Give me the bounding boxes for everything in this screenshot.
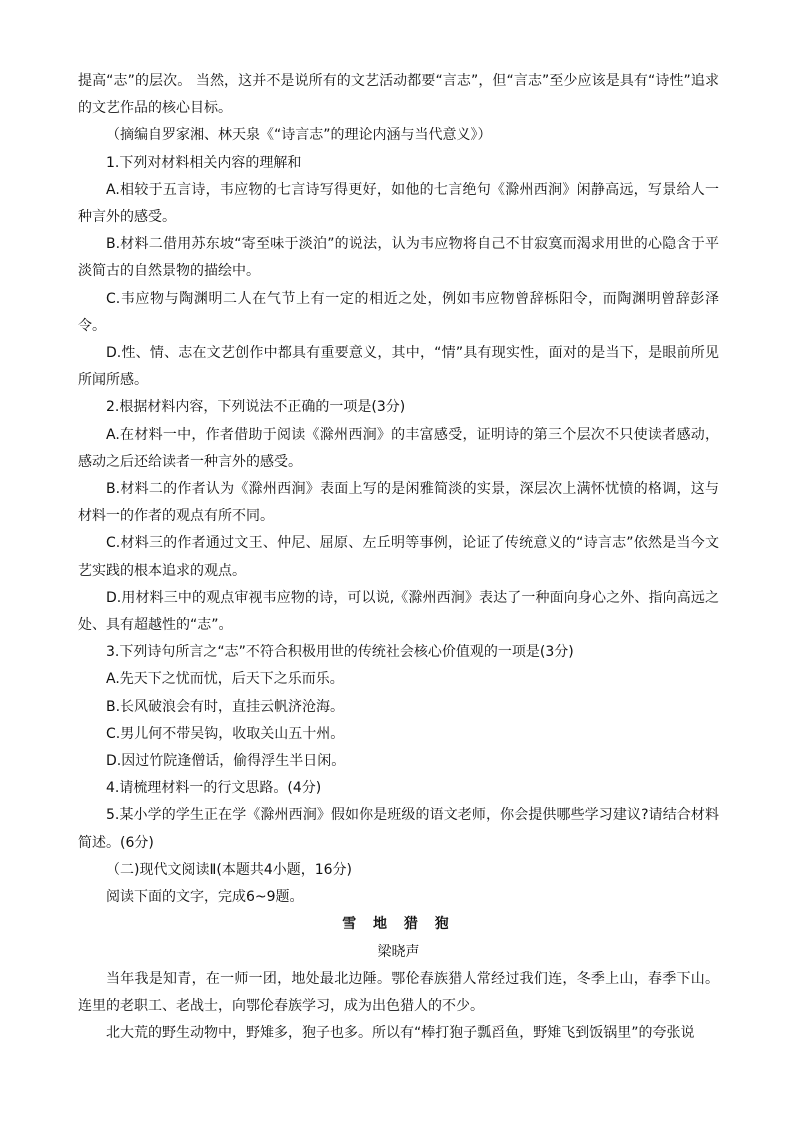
reading-instruction: 阅读下面的文字，完成6~9题。 — [106, 889, 304, 906]
question-3-option-d: D.因过竹院逢僧话，偷得浮生半日闲。 — [106, 753, 346, 770]
question-1-option-c: C.韦应物与陶渊明二人在气节上有一定的相近之处，例如韦应物曾辞栎阳令，而陶渊明曾辞彭泽令。 — [78, 290, 719, 334]
question-2-option-b: B.材料二的作者认为《滁州西涧》表面上写的是闲雅简淡的实景，深层次上满怀忧愤的格调，这与材料一的作者的观点有所不同。 — [78, 481, 719, 525]
question-1-option-b: B.材料二借用苏东坡“寄至味于淡泊”的说法，认为韦应物将自己不甘寂寞而渴求用世的心隐含于平淡简古的自然景物的描绘中。 — [78, 236, 719, 280]
question-4: 4.请梳理材料一的行文思路。(4分) — [106, 780, 322, 797]
question-2: 2.根据材料内容，下列说法不正确的一项是(3分) — [106, 399, 406, 416]
story-paragraph: 当年我是知青，在一师一团，地处最北边陲。鄂伦春族猎人常经过我们连，冬季上山，春季下山。连里的老职工、老战士，向鄂伦春族学习，成为出色猎人的不少。 — [78, 970, 719, 1014]
story-paragraph: 北大荒的野生动物中，野雉多，狍子也多。所以有“棒打狍子瓢舀鱼，野雉飞到饭锅里”的夸张说 — [106, 1025, 695, 1042]
section-heading: （二)现代文阅读Ⅱ(本题共4小题，16分) — [106, 861, 352, 878]
question-1-option-d: D.性、情、志在文艺创作中都具有重要意义，其中，“情”具有现实性，面对的是当下，是眼前所见所闻所感。 — [78, 345, 719, 389]
question-1: 1.下列对材料相关内容的理解和 — [106, 154, 302, 171]
question-3-option-c: C.男儿何不带吴钩，收取关山五十州。 — [106, 725, 345, 742]
question-3-option-a: A.先天下之忧而忧，后天下之乐而乐。 — [106, 671, 344, 688]
story-title: 雪 地 猎 狍 — [342, 916, 455, 933]
story-author: 梁晓声 — [377, 943, 420, 960]
question-5: 5.某小学的学生正在学《滁州西涧》假如你是班级的语文老师，你会提供哪些学习建议?请结合材料简述。(6分) — [78, 807, 719, 851]
document-page — [78, 68, 719, 1047]
question-2-option-d: D.用材料三中的观点审视韦应物的诗，可以说,《滁州西涧》表达了一种面向身心之外、指向高远之处、具有超越性的“志”。 — [78, 589, 719, 634]
question-3: 3.下列诗句所言之“志”不符合积极用世的传统社会核心价值观的一项是(3分) — [106, 644, 574, 661]
question-2-option-c: C.材料三的作者通过文王、仲尼、屈原、左丘明等事例，论证了传统意义的“诗言志”依然是当今文艺实践的根本追求的观点。 — [78, 535, 719, 579]
question-1-option-a: A.相较于五言诗，韦应物的七言诗写得更好，如他的七言绝句《滁州西涧》闲静高远，写景给人一种言外的感受。 — [78, 181, 719, 226]
question-3-option-b: B.长风破浪会有时，直挂云帆济沧海。 — [106, 698, 345, 715]
source-citation: （摘编自罗家湘、林天泉《“诗言志”的理论内涵与当代意义》） — [106, 127, 492, 144]
question-2-option-a: A.在材料一中，作者借助于阅读《滁州西涧》的丰富感受，证明诗的第三个层次不只使读者感动，感动之后还给读者一种言外的感受。 — [78, 426, 719, 470]
paragraph-continuation: 提高“志”的层次。 当然，这并不是说所有的文艺活动都要“言志”，但“言志”至少应该是具有“诗性”追求的文艺作品的核心目标。 — [78, 73, 719, 117]
